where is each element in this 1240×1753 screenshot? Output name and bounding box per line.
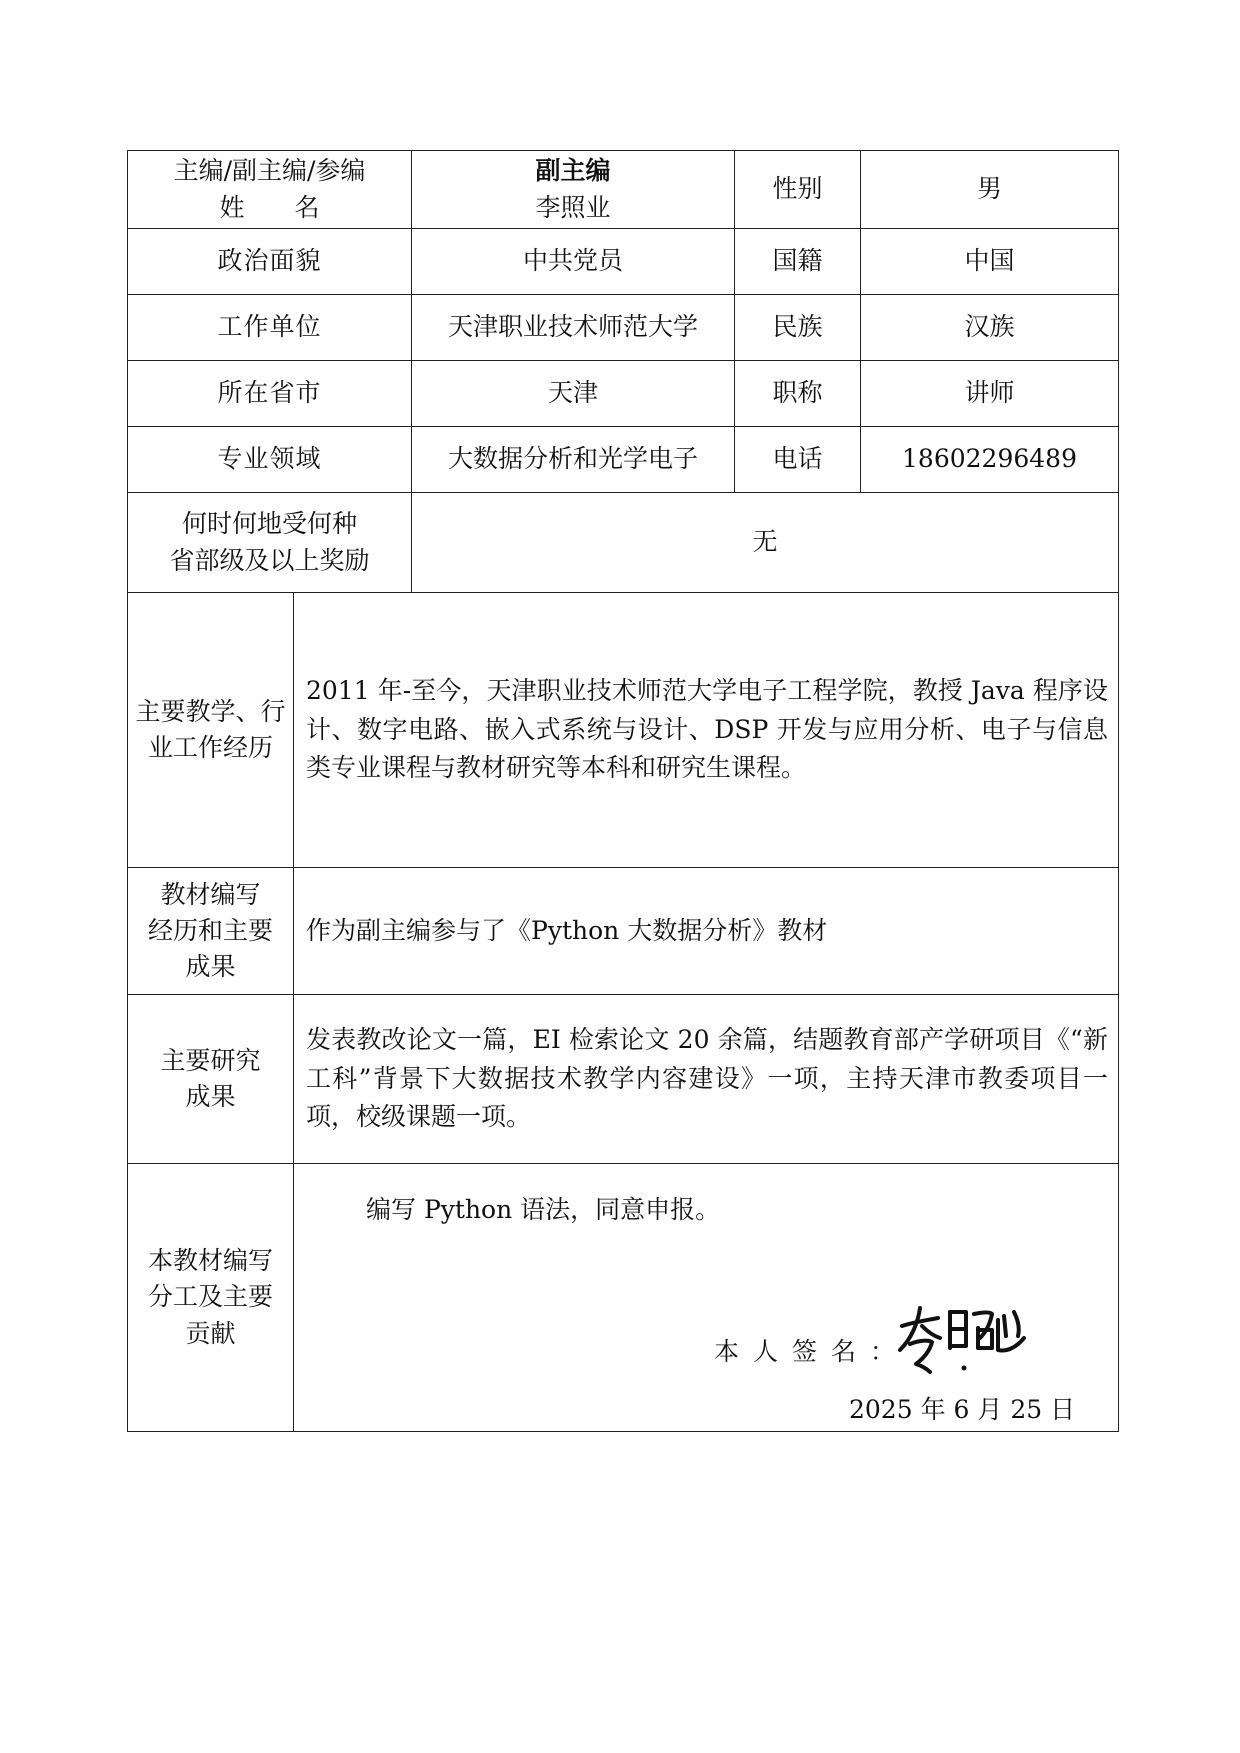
label-gender: 性别 <box>735 151 861 229</box>
label-role-name <box>128 151 412 229</box>
value-role-name <box>412 151 735 229</box>
value-political-status: 中共党员 <box>412 229 735 295</box>
row-role <box>128 151 1119 229</box>
value-phone: 18602296489 <box>861 427 1119 493</box>
label-experience <box>128 593 294 868</box>
value-employer: 天津职业技术师范大学 <box>412 295 735 361</box>
label-title: 职称 <box>735 361 861 427</box>
label-nationality: 国籍 <box>735 229 861 295</box>
handwritten-signature <box>894 1302 1034 1374</box>
label-province: 所在省市 <box>128 361 412 427</box>
label-name: 姓 名 <box>219 192 320 222</box>
row-employer <box>128 295 1119 361</box>
value-textbook: 作为副主编参与了《Python 大数据分析》教材 <box>294 868 1119 995</box>
value-awards: 无 <box>412 493 1119 593</box>
value-experience: 2011 年-至今，天津职业技术师范大学电子工程学院，教授 Java 程序设计、数字电路、嵌入式系统与设计、DSP 开发与应用分析、电子与信息类专业课程与教材研究等本科和研究生课程。 <box>294 593 1119 868</box>
label-role: 主编/副主编/参编 <box>173 156 366 186</box>
value-contribution <box>294 1164 1119 1432</box>
label-awards-line1: 何时何地受何种 <box>182 509 358 539</box>
value-gender: 男 <box>861 151 1119 229</box>
row-contribution <box>128 1164 1119 1432</box>
value-nationality: 中国 <box>861 229 1119 295</box>
label-experience-line1: 主要教学、行 <box>135 696 286 726</box>
label-contribution-line2: 分工及主要 <box>147 1282 273 1312</box>
row-field <box>128 427 1119 493</box>
row-awards <box>128 493 1119 593</box>
label-textbook-line3: 成果 <box>185 952 236 982</box>
label-employer: 工作单位 <box>128 295 412 361</box>
value-field: 大数据分析和光学电子 <box>412 427 735 493</box>
application-form-table <box>127 150 1119 1432</box>
label-ethnicity: 民族 <box>735 295 861 361</box>
value-title: 讲师 <box>861 361 1119 427</box>
label-field: 专业领域 <box>128 427 412 493</box>
label-awards-line2: 省部级及以上奖励 <box>169 545 370 575</box>
label-contribution-line3: 贡献 <box>185 1318 236 1348</box>
label-contribution <box>128 1164 294 1432</box>
signature-label: 本人签名： <box>714 1337 910 1366</box>
row-textbook <box>128 868 1119 995</box>
label-experience-line2: 业工作经历 <box>147 733 273 762</box>
label-research <box>128 995 294 1164</box>
label-phone: 电话 <box>735 427 861 493</box>
row-experience <box>128 593 1119 868</box>
signature-date: 2025 年 6 月 25 日 <box>849 1395 1076 1424</box>
value-name: 李照业 <box>535 192 611 222</box>
label-research-line1: 主要研究 <box>160 1045 261 1075</box>
contribution-text: 编写 Python 语法，同意申报。 <box>366 1195 721 1224</box>
label-political-status: 政治面貌 <box>128 229 412 295</box>
value-role: 副主编 <box>535 156 611 186</box>
row-political <box>128 229 1119 295</box>
label-textbook <box>128 868 294 995</box>
label-contribution-line1: 本教材编写 <box>147 1246 273 1276</box>
label-textbook-line2: 经历和主要 <box>147 915 273 945</box>
value-research: 发表教改论文一篇，EI 检索论文 20 余篇，结题教育部产学研项目《“新工科”背景下大数据技术教学内容建设》一项，主持天津市教委项目一项，校级课题一项。 <box>294 995 1119 1164</box>
row-province <box>128 361 1119 427</box>
label-research-line2: 成果 <box>185 1082 236 1111</box>
row-research <box>128 995 1119 1164</box>
label-awards <box>128 493 412 593</box>
value-province: 天津 <box>412 361 735 427</box>
label-textbook-line1: 教材编写 <box>160 879 261 909</box>
value-ethnicity: 汉族 <box>861 295 1119 361</box>
